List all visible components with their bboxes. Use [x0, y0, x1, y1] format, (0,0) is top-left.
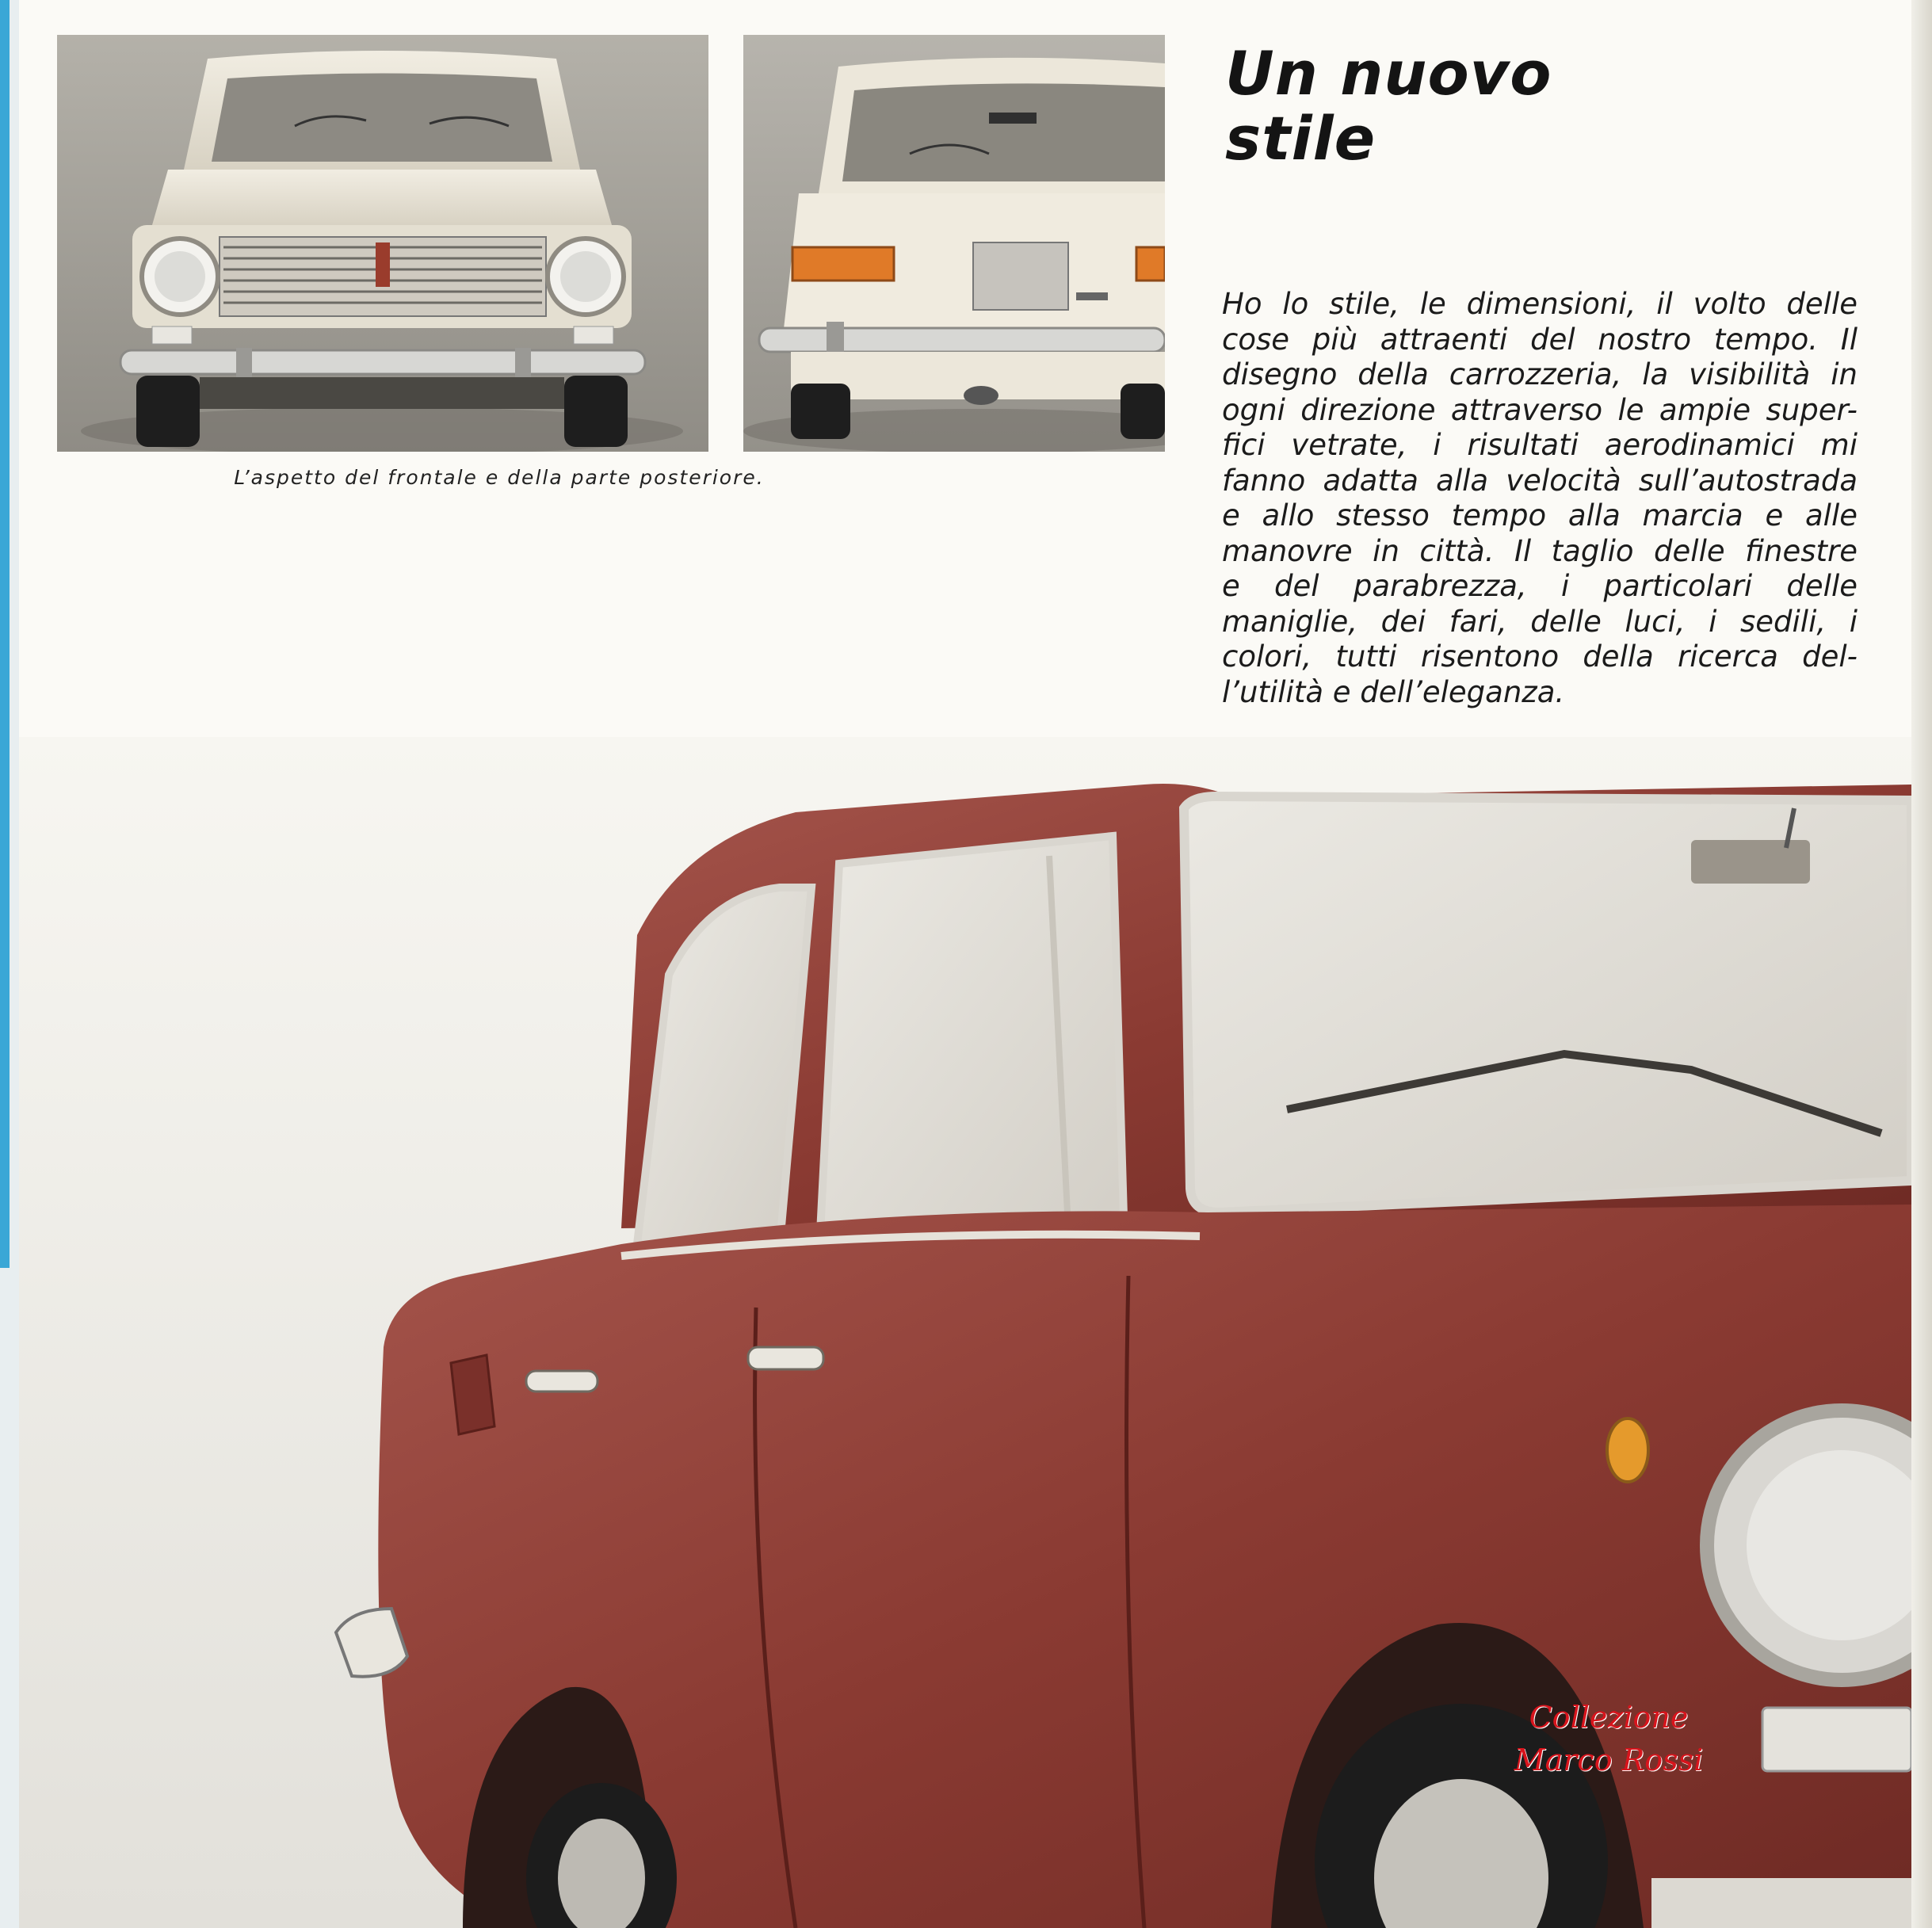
body-line: fici vetrate, i risultati aerodinamici mi [1222, 428, 1858, 462]
watermark-line-1: Collezione [1529, 1700, 1689, 1735]
body-paragraph [1222, 287, 1858, 710]
rear-view-illustration [743, 35, 1165, 452]
body-line: e allo stesso tempo alla marcia e alle [1222, 498, 1858, 533]
body-line: ogni direzione attraverso le ampie super- [1222, 392, 1858, 427]
page-title [1225, 38, 1859, 174]
page-left-edge [0, 0, 19, 1928]
watermark-line-2: Marco Rossi [1514, 1743, 1704, 1777]
title-line-1: Un nuovo [1225, 38, 1552, 109]
body-line: Ho lo stile, le dimensioni, il volto delle [1222, 287, 1858, 321]
front-view-illustration [57, 35, 708, 452]
body-line: manovre in città. Il taglio delle finestre [1222, 533, 1858, 568]
body-line: l’utilità e dell’eleganza. [1222, 674, 1565, 709]
photo-caption: L’aspetto del frontale e della parte posteriore. [234, 466, 765, 489]
rear-view-photo [743, 35, 1165, 452]
collection-watermark [1490, 1696, 1728, 1781]
body-line: colori, tutti risentono della ricerca del- [1222, 639, 1858, 674]
body-line: fanno adatta alla velocità sull’autostrada [1222, 463, 1858, 498]
blue-cover-strip [0, 0, 10, 1268]
title-line-2: stile [1225, 103, 1376, 174]
body-line: maniglie, dei fari, delle luci, i sedili, i [1222, 604, 1858, 639]
body-line: disegno della carrozzeria, la visibilità in [1222, 357, 1858, 391]
front-view-photo [57, 35, 708, 452]
body-line: e del parabrezza, i particolari delle [1222, 569, 1858, 603]
body-line: cose più attraenti del nostro tempo. Il [1222, 322, 1858, 357]
page-right-edge [1911, 0, 1932, 1928]
